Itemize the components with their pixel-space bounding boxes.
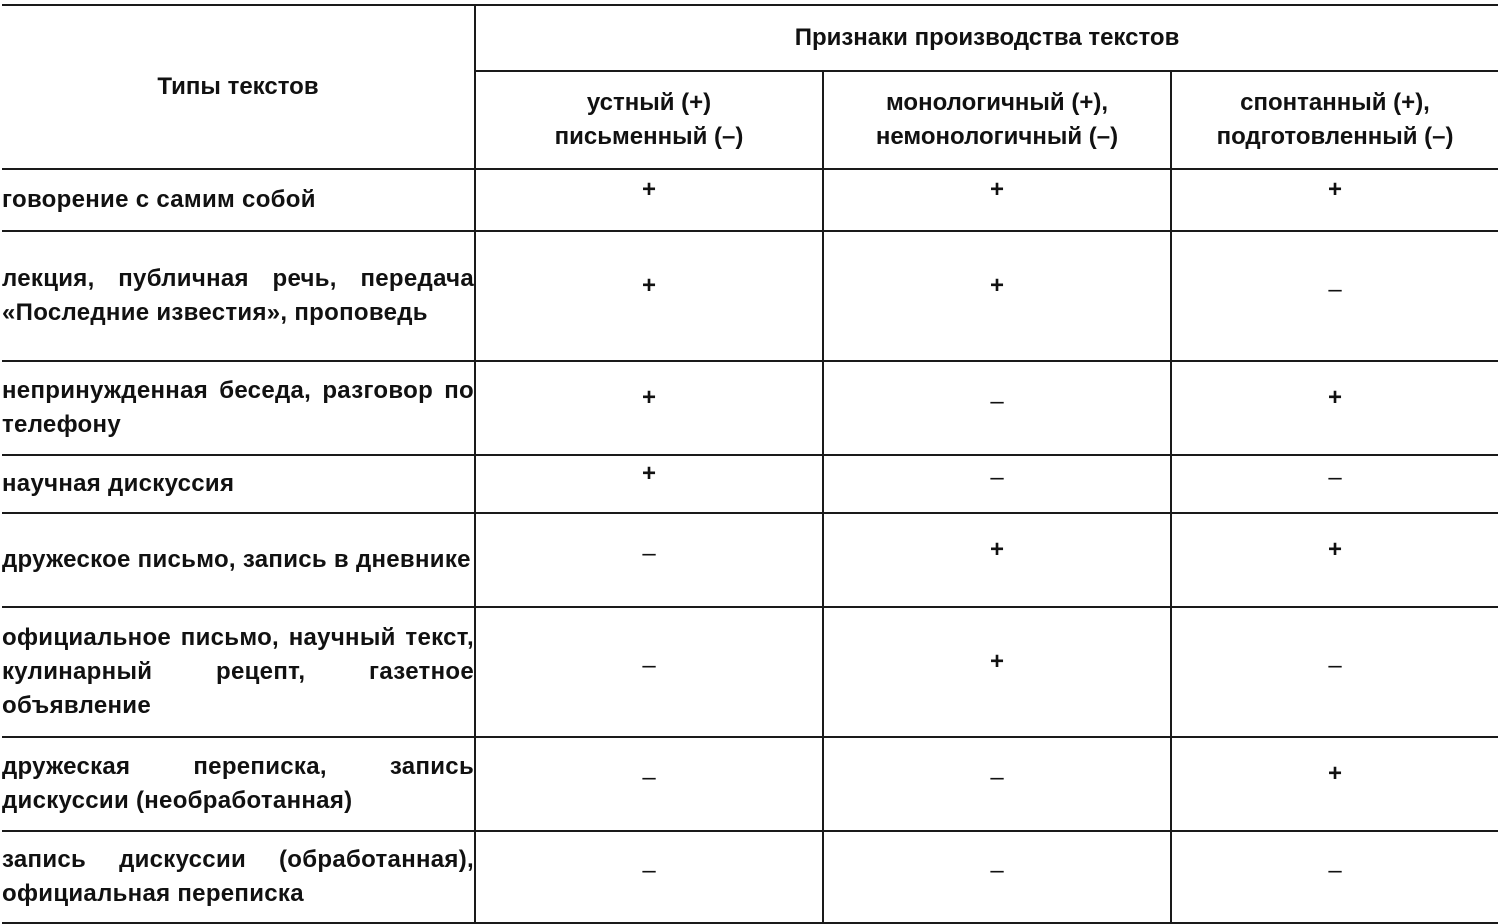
table-body bbox=[2, 169, 1498, 923]
text-type-cell: дружеская переписка, запись дискуссии (необработанная) bbox=[2, 737, 475, 831]
feature-mark-cell bbox=[475, 455, 823, 513]
feature-mark-cell bbox=[1171, 231, 1498, 361]
text-type-cell: официальное письмо, научный текст, кулинарный рецепт, газетное объявление bbox=[2, 607, 475, 737]
feature-mark-cell bbox=[1171, 737, 1498, 831]
feature-mark-cell bbox=[823, 607, 1171, 737]
table-row bbox=[2, 361, 1498, 455]
column-header-oral-written bbox=[475, 71, 823, 169]
table-row bbox=[2, 831, 1498, 923]
feature-mark-cell bbox=[475, 831, 823, 923]
text-type-cell: научная дискуссия bbox=[2, 455, 475, 513]
feature-mark-cell bbox=[823, 169, 1171, 231]
column-header-monologic bbox=[823, 71, 1171, 169]
table-row bbox=[2, 455, 1498, 513]
plus-mark: + bbox=[989, 272, 1004, 299]
minus-mark: – bbox=[990, 764, 1004, 791]
table-row bbox=[2, 231, 1498, 361]
feature-mark-cell bbox=[823, 231, 1171, 361]
column-header-line: монологичный (+), bbox=[885, 89, 1108, 116]
minus-mark: – bbox=[1328, 857, 1342, 884]
feature-mark-cell bbox=[1171, 831, 1498, 923]
feature-mark-cell bbox=[1171, 607, 1498, 737]
plus-mark: + bbox=[1328, 176, 1343, 203]
feature-mark-cell bbox=[475, 607, 823, 737]
text-type-cell: говорение с самим собой bbox=[2, 169, 475, 231]
text-type-cell: лекция, публичная речь, передача «Последние известия», проповедь bbox=[2, 231, 475, 361]
plus-mark: + bbox=[989, 648, 1004, 675]
feature-mark-cell bbox=[1171, 513, 1498, 607]
feature-mark-cell bbox=[475, 231, 823, 361]
minus-mark: – bbox=[642, 540, 656, 567]
minus-mark: – bbox=[990, 388, 1004, 415]
group-header: Признаки производства текстов bbox=[475, 5, 1498, 71]
minus-mark: – bbox=[642, 857, 656, 884]
feature-mark-cell bbox=[823, 737, 1171, 831]
minus-mark: – bbox=[1328, 464, 1342, 491]
plus-mark: + bbox=[641, 460, 656, 487]
column-header-line: немонологичный (–) bbox=[875, 123, 1119, 150]
minus-mark: – bbox=[1328, 276, 1342, 303]
feature-mark-cell bbox=[475, 361, 823, 455]
feature-mark-cell bbox=[475, 169, 823, 231]
minus-mark: – bbox=[1328, 652, 1342, 679]
plus-mark: + bbox=[1328, 384, 1343, 411]
plus-mark: + bbox=[989, 536, 1004, 563]
feature-mark-cell bbox=[475, 737, 823, 831]
text-type-cell: дружеское письмо, запись в дневнике bbox=[2, 513, 475, 607]
column-header-line: письменный (–) bbox=[554, 123, 744, 150]
table-row bbox=[2, 513, 1498, 607]
feature-mark-cell bbox=[1171, 361, 1498, 455]
plus-mark: + bbox=[641, 384, 656, 411]
feature-mark-cell bbox=[823, 455, 1171, 513]
header-row-1 bbox=[2, 5, 1498, 71]
plus-mark: + bbox=[641, 272, 656, 299]
column-header-line: устный (+) bbox=[586, 89, 712, 116]
plus-mark: + bbox=[641, 176, 656, 203]
feature-mark-cell bbox=[1171, 455, 1498, 513]
minus-mark: – bbox=[642, 764, 656, 791]
text-type-cell: непринужденная беседа, разговор по телефону bbox=[2, 361, 475, 455]
minus-mark: – bbox=[990, 464, 1004, 491]
text-types-table bbox=[2, 4, 1498, 924]
minus-mark: – bbox=[990, 857, 1004, 884]
types-header: Типы текстов bbox=[2, 5, 475, 169]
column-header-line: спонтанный (+), bbox=[1240, 89, 1430, 116]
table-row bbox=[2, 169, 1498, 231]
feature-mark-cell bbox=[823, 361, 1171, 455]
feature-mark-cell bbox=[823, 831, 1171, 923]
table-row bbox=[2, 737, 1498, 831]
table-row bbox=[2, 607, 1498, 737]
feature-mark-cell bbox=[823, 513, 1171, 607]
plus-mark: + bbox=[989, 176, 1004, 203]
plus-mark: + bbox=[1328, 536, 1343, 563]
minus-mark: – bbox=[642, 652, 656, 679]
feature-mark-cell bbox=[1171, 169, 1498, 231]
column-header-spontaneous bbox=[1171, 71, 1498, 169]
text-type-cell: запись дискуссии (обработанная), официальная переписка bbox=[2, 831, 475, 923]
feature-mark-cell bbox=[475, 513, 823, 607]
plus-mark: + bbox=[1328, 760, 1343, 787]
column-header-line: подготовленный (–) bbox=[1216, 123, 1454, 150]
